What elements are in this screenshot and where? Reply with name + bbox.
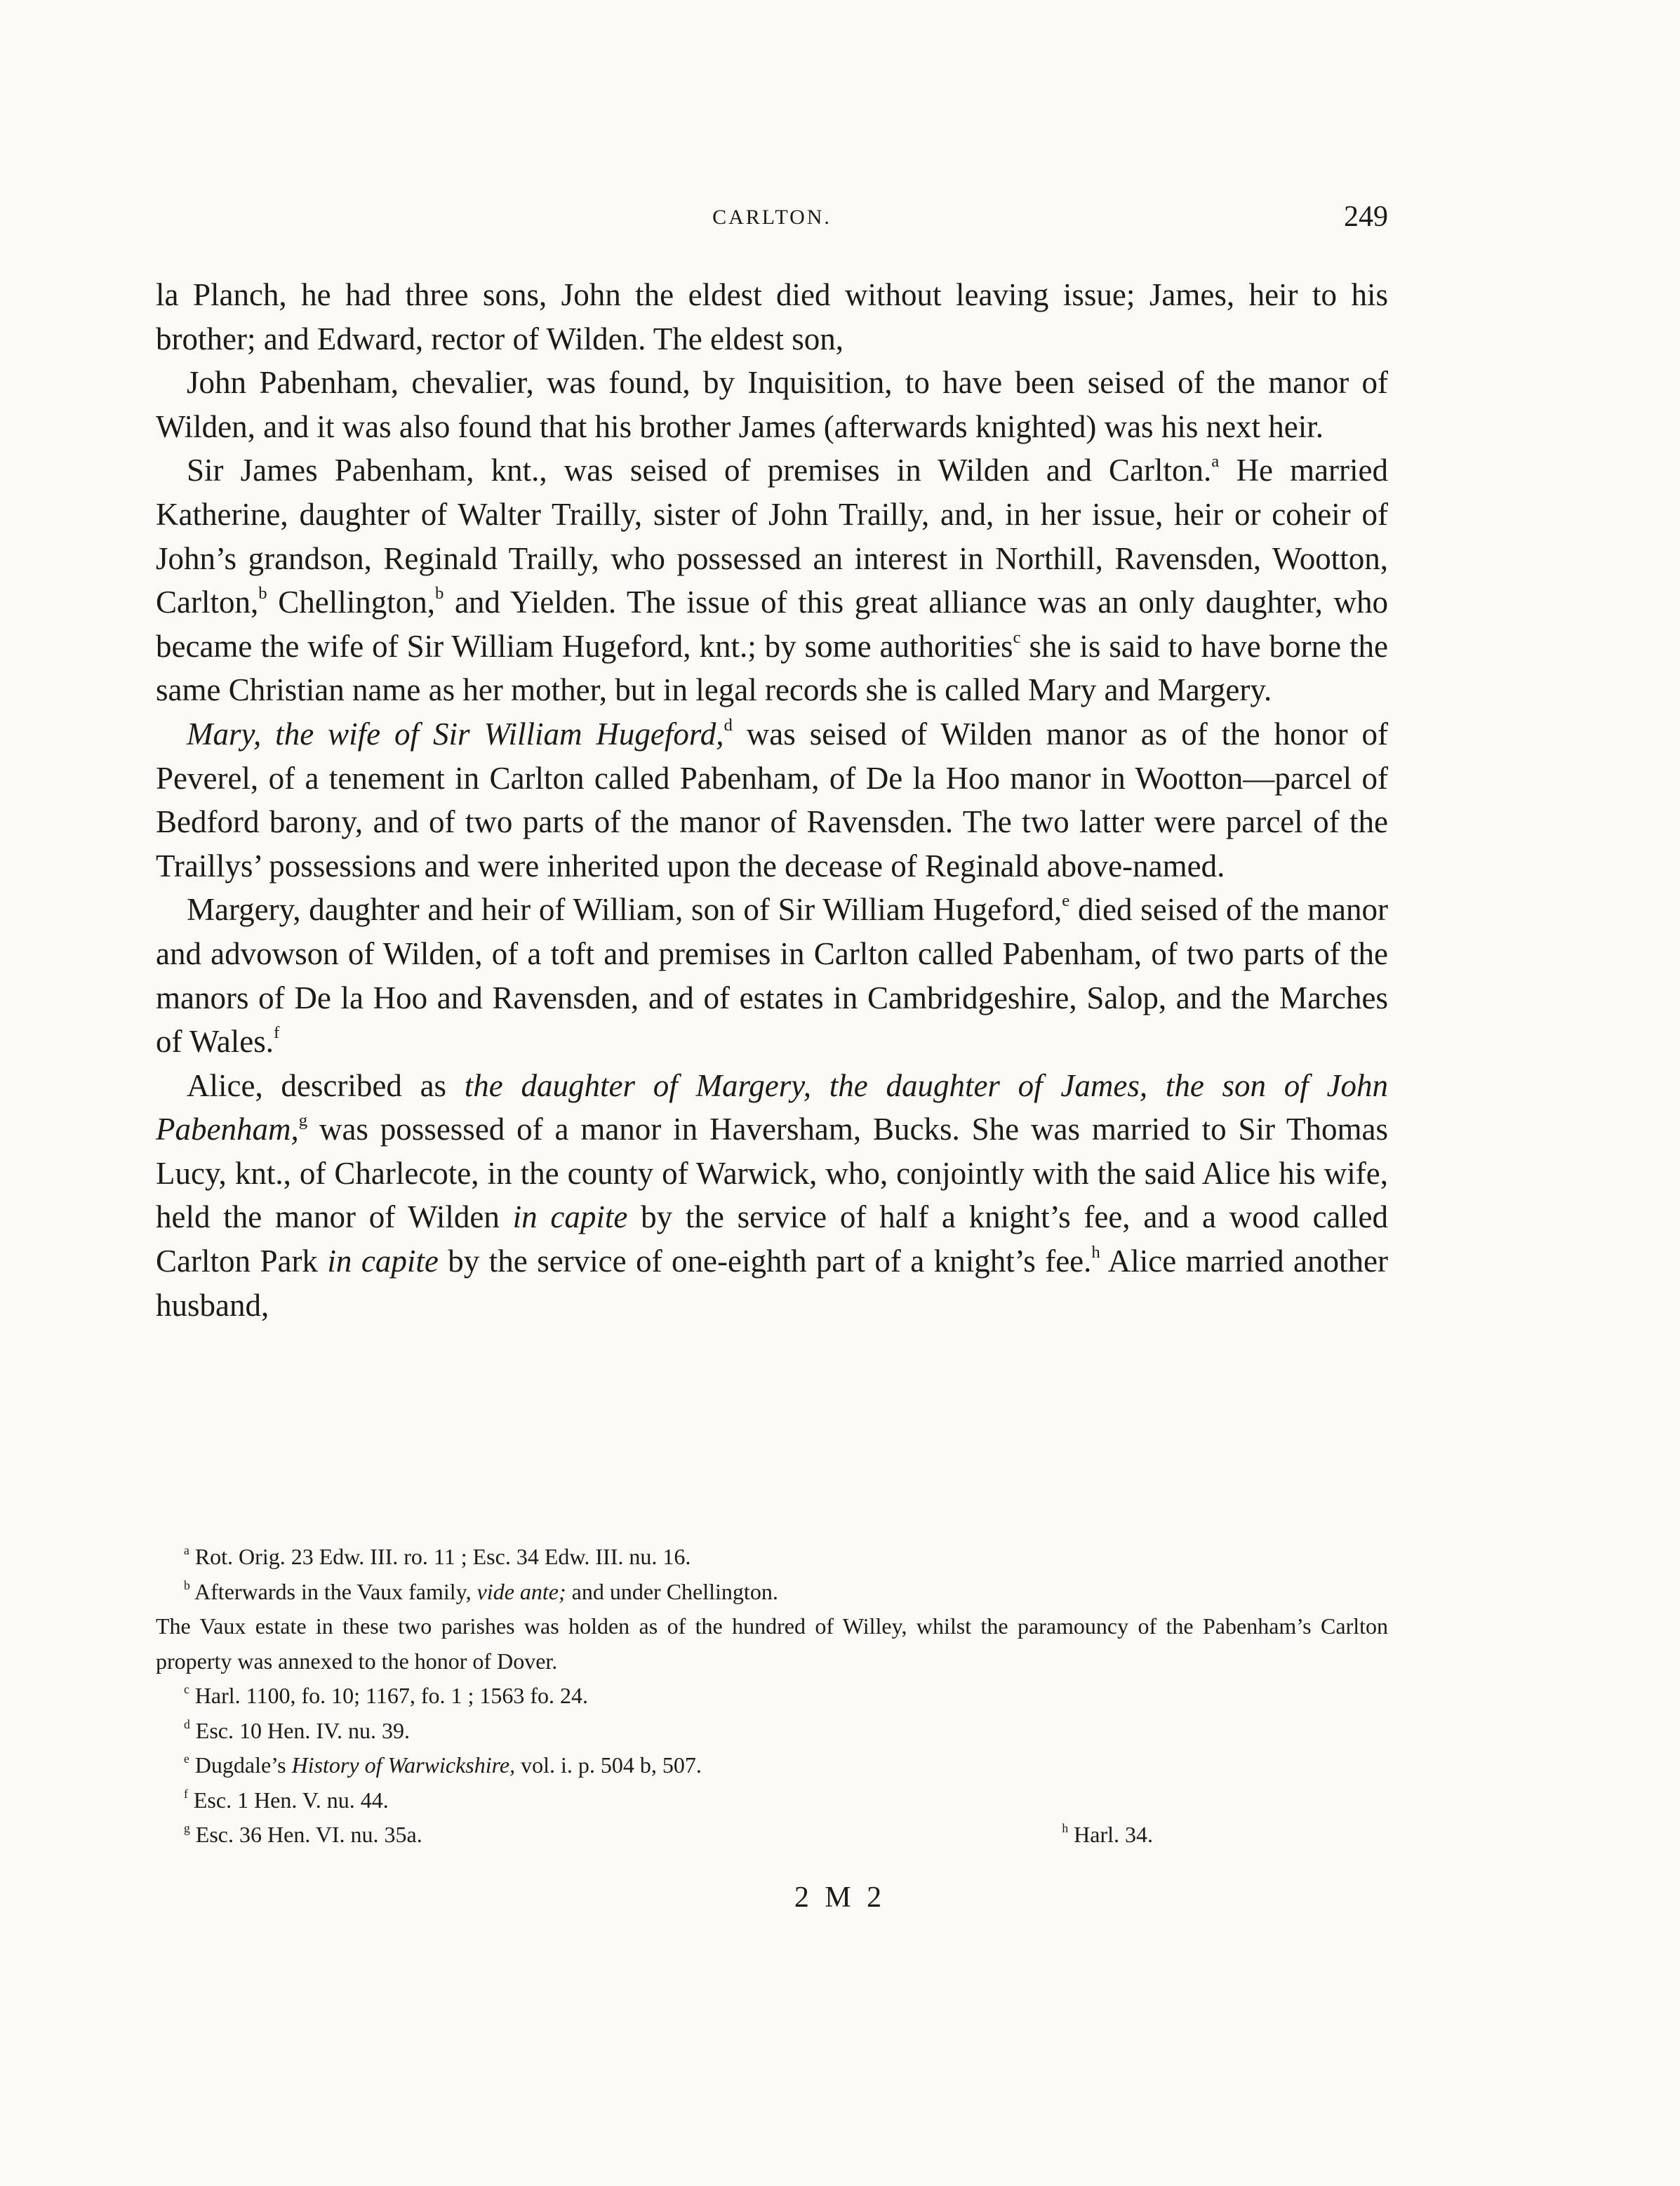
page-number: 249 — [1344, 201, 1388, 233]
footnote-text: vol. i. p. 504 b, 507. — [515, 1752, 702, 1778]
signature-mark: 2 M 2 — [794, 1881, 886, 1914]
footnote-mark: e — [184, 1751, 189, 1766]
footnote-b-continuation: The Vaux estate in these two parishes was holden as of the hundred of Willey, whilst the paramouncy of the Pabenham’s Carlton property was annexed to the honor of Dover. — [156, 1613, 1388, 1674]
footnotes — [156, 1540, 1388, 1853]
footnote-ref-b: b — [434, 584, 444, 604]
paragraph-3 — [156, 448, 1388, 712]
paragraph-6-italic: in capite — [327, 1244, 439, 1279]
footnote-c — [156, 1679, 1388, 1714]
paragraph-6-italic: in capite — [512, 1199, 628, 1235]
footnote-text: Rot. Orig. 23 Edw. III. ro. 11 ; Esc. 34 Edw. III. nu. 16. — [194, 1544, 691, 1569]
paragraph-4-italic: Mary, the wife of Sir William Hugeford, — [187, 716, 724, 752]
paragraph-6-text: was possessed of a manor in Haversham, Bucks. She was married to Sir Thomas Lucy, knt., of Charlecote, in the county of Warwick, who, conjointly with the said Alice his wife, held the manor of Wilden — [156, 1112, 1388, 1235]
paragraph-3-text: He married Katherine, daughter of Walter Trailly, sister of John Trailly, and, in her issue, heir or coheir of John’s grandson, Reginald Trailly, who possessed an interest in Northill, Ravensden, Wootton, Carlton, — [156, 453, 1388, 620]
running-title: CARLTON. — [712, 206, 832, 229]
paragraph-4-text: was seised of Wilden manor as of the honor of Peverel, of a tenement in Carlton called Pabenham, of De la Hoo manor in Wootton—parcel of Bedford barony, and of two parts of the manor of Ravensden. The two latter were parcel of the Traillys’ possessions and were inherited upon the decease of Reginald above-named. — [156, 716, 1388, 884]
paragraph-1: la Planch, he had three sons, John the eldest died without leaving issue; James, heir to his brother; and Edward, rector of Wilden. The eldest son, — [156, 277, 1388, 356]
paragraph-2: John Pabenham, chevalier, was found, by Inquisition, to have been seised of the manor of Wilden, and it was also found that his brother James (afterwards knighted) was his next heir. — [156, 365, 1388, 444]
footnote-ref-e: e — [1062, 891, 1070, 911]
footnote-h — [1062, 1818, 1153, 1853]
footnote-italic: History of Warwickshire, — [291, 1752, 516, 1778]
paragraph-3-text: she is said to have borne the same Christian name as her mother, but in legal records she is called Mary and Margery. — [156, 628, 1389, 708]
paragraph-3-text: and Yielden. The issue of this great alliance was an only daughter, who became the wife of Sir William Hugeford, knt.; by some authorities — [156, 585, 1389, 664]
footnote-ref-a: a — [1211, 452, 1220, 472]
footnote-mark: h — [1062, 1820, 1069, 1835]
footnote-g-h-row — [156, 1818, 1388, 1853]
footnote-mark: f — [184, 1786, 188, 1801]
running-head — [156, 200, 1388, 236]
paragraph-5-text: Margery, daughter and heir of William, son of Sir William Hugeford, — [187, 892, 1062, 928]
footnote-text: Esc. 36 Hen. VI. nu. 35a. — [195, 1822, 422, 1847]
footnote-a — [156, 1540, 1388, 1575]
paragraph-6 — [156, 1064, 1388, 1328]
footnote-f — [156, 1783, 1388, 1818]
footnote-ref-d: d — [724, 716, 733, 735]
footnote-g — [184, 1818, 422, 1853]
footnote-text: Harl. 1100, fo. 10; 1167, fo. 1 ; 1563 fo. 24. — [194, 1683, 589, 1708]
footnote-ref-c: c — [1013, 627, 1021, 647]
footnote-text: Esc. 10 Hen. IV. nu. 39. — [195, 1717, 410, 1743]
footnote-mark: a — [184, 1542, 189, 1557]
footnote-text: Dugdale’s — [194, 1752, 292, 1778]
footnote-ref-h: h — [1091, 1243, 1100, 1262]
paragraph-3-text: Sir James Pabenham, knt., was seised of premises in Wilden and Carlton. — [187, 453, 1212, 488]
footnote-italic: vide ante; — [476, 1578, 566, 1604]
footnote-e — [156, 1748, 1388, 1783]
paragraph-6-text: by the service of half a knight’s fee, and a wood called Carlton Park — [156, 1199, 1388, 1279]
paragraph-3-text: Chellington, — [267, 585, 435, 620]
paragraph-6-italic: the daughter of Margery, the daughter of James, the son of John Pabenham, — [156, 1067, 1388, 1147]
footnote-mark: g — [184, 1820, 190, 1835]
footnote-text: Harl. 34. — [1074, 1822, 1153, 1847]
footnote-b — [156, 1575, 1388, 1610]
footnote-ref-f: f — [274, 1023, 280, 1043]
footnote-mark: d — [184, 1717, 190, 1731]
paragraph-5-text: died seised of the manor and advowson of Wilden, of a toft and premises in Carlton called Pabenham, of two parts of the manors of De la Hoo and Ravensden, and of estates in Cambridgeshire, Salop, and the Marches of Wales. — [156, 892, 1388, 1060]
footnote-ref-g: g — [298, 1111, 308, 1131]
footnote-text: Afterwards in the Vaux family, — [194, 1578, 477, 1604]
paragraph-6-text: Alice, described as — [187, 1067, 465, 1103]
paragraph-4 — [156, 712, 1388, 888]
paragraph-6-text: Alice married another husband, — [156, 1244, 1388, 1323]
paragraph-6-text: by the service of one-eighth part of a knight’s fee. — [438, 1244, 1092, 1279]
main-text — [156, 273, 1388, 1327]
paragraph-5 — [156, 888, 1388, 1063]
footnote-mark: c — [184, 1681, 189, 1696]
footnote-ref-b: b — [258, 584, 267, 604]
footnote-d — [156, 1714, 1388, 1749]
footnote-text: and under Chellington. — [566, 1578, 778, 1604]
footnote-text: Esc. 1 Hen. V. nu. 44. — [193, 1787, 389, 1813]
footnote-mark: b — [184, 1578, 190, 1592]
